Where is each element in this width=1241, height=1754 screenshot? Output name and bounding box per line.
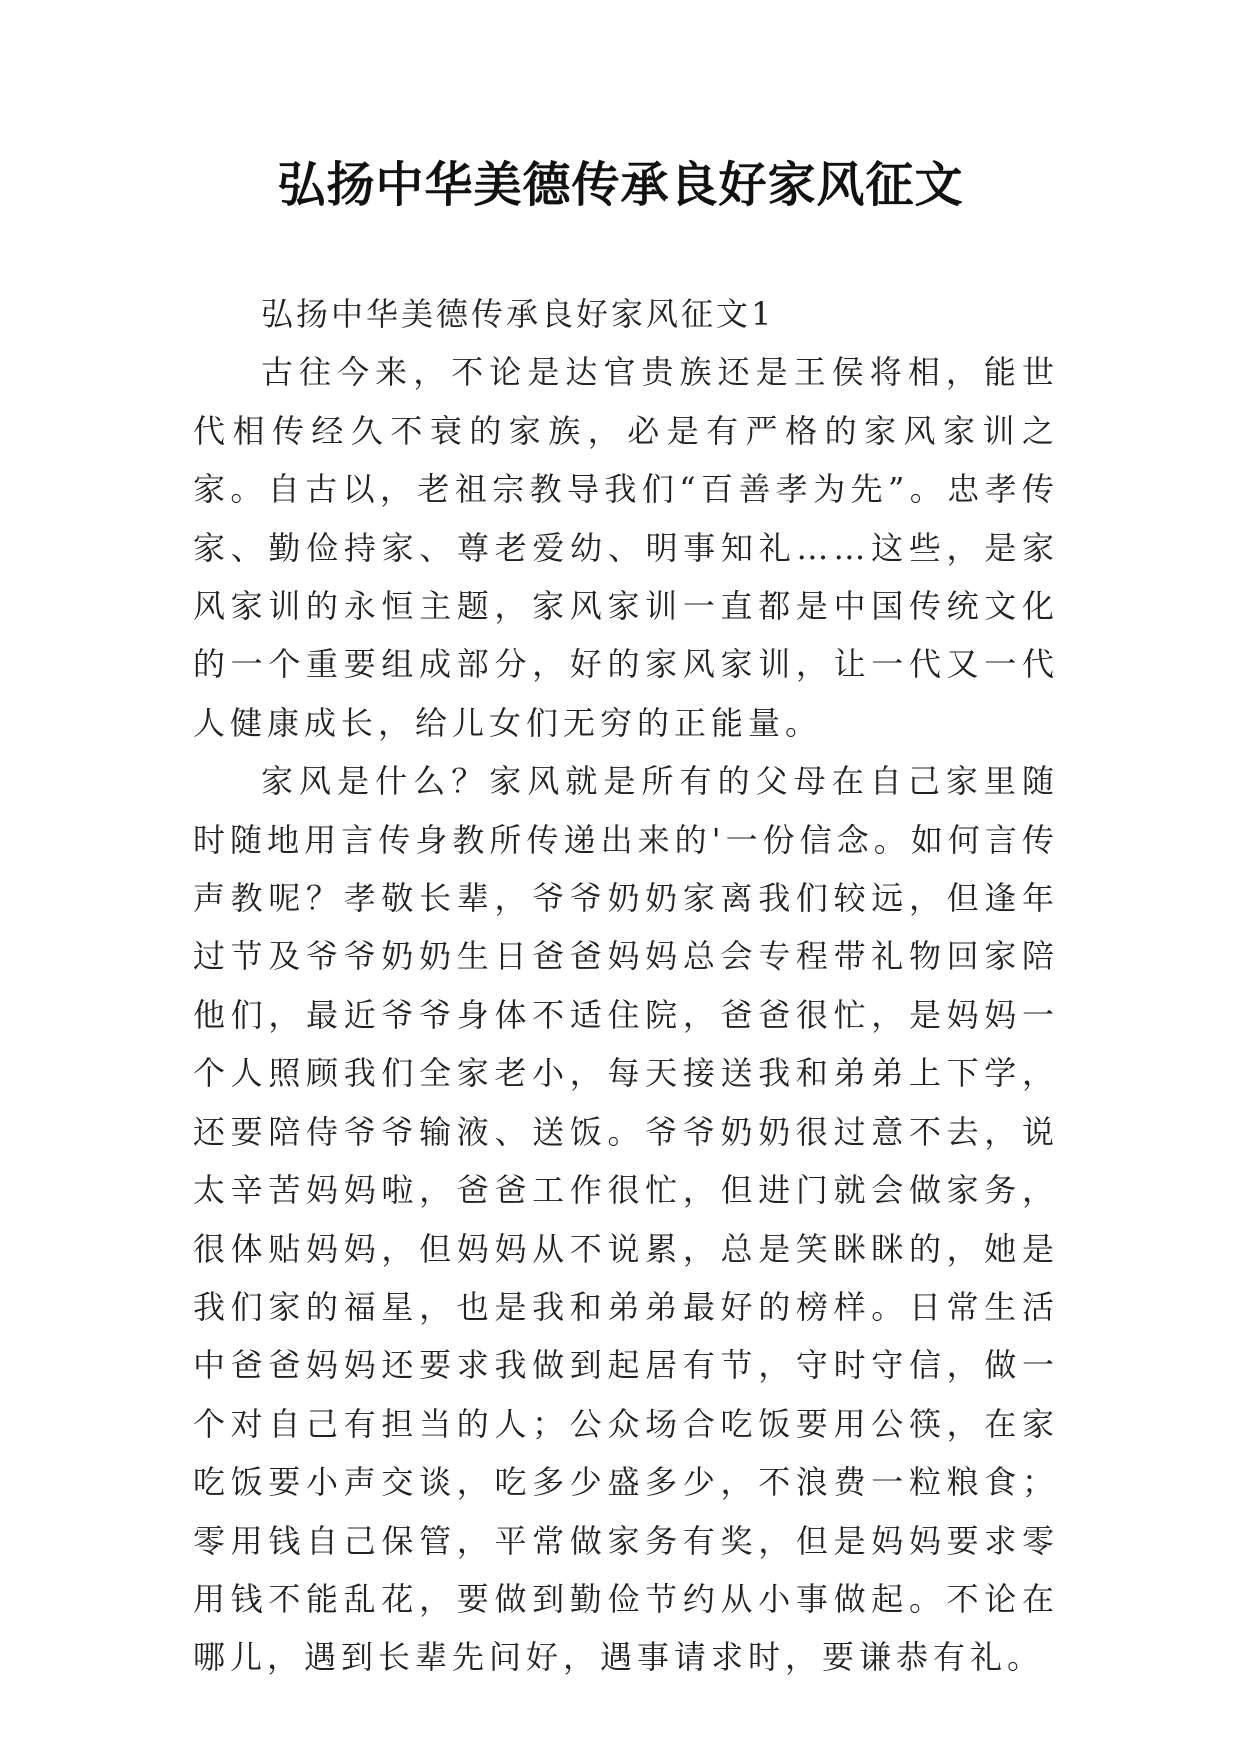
paragraph-2: 家风是什么？家风就是所有的父母在自己家里随时随地用言传身教所传递出来的'一份信念。如何言传声教呢？孝敬长辈，爷爷奶奶家离我们较远，但逢年过节及爷爷奶奶生日爸爸妈妈总会专程带礼物回家陪他们，最近爷爷身体不适住院，爸爸很忙，是妈妈一个人照顾我们全家老小，每天接送我和弟弟上下学，还要陪侍爷爷输液、送饭。爷爷奶奶很过意不去，说太辛苦妈妈啦，爸爸工作很忙，但进门就会做家务，很体贴妈妈，但妈妈从不说累，总是笑眯眯的，她是我们家的福星，也是我和弟弟最好的榜样。日常生活中爸爸妈妈还要求我做到起居有节，守时守信，做一个对自己有担当的人；公众场合吃饭要用公筷，在家吃饭要小声交谈，吃多少盛多少，不浪费一粒粮食；零用钱自己保管，平常做家务有奖，但是妈妈要求零用钱不能乱花，要做到勤俭节约从小事做起。不论在哪儿，遇到长辈先问好，遇事请求时，要谦恭有礼。 bbox=[193, 762, 1059, 1677]
section-heading: 弘扬中华美德传承良好家风征文1 bbox=[261, 295, 775, 333]
paragraph-1: 古往今来，不论是达官贵族还是王侯将相，能世代相传经久不衰的家族，必是有严格的家风家训之家。自古以，老祖宗教导我们“百善孝为先”。忠孝传家、勤俭持家、尊老爱幼、明事知礼……这些，是家风家训的永恒主题，家风家训一直都是中国传统文化的一个重要组成部分，好的家风家训，让一代又一代人健康成长，给儿女们无穷的正能量。 bbox=[193, 353, 1059, 742]
document-title: 弘扬中华美德传承良好家风征文 bbox=[277, 157, 964, 213]
document-body bbox=[193, 285, 1059, 1687]
